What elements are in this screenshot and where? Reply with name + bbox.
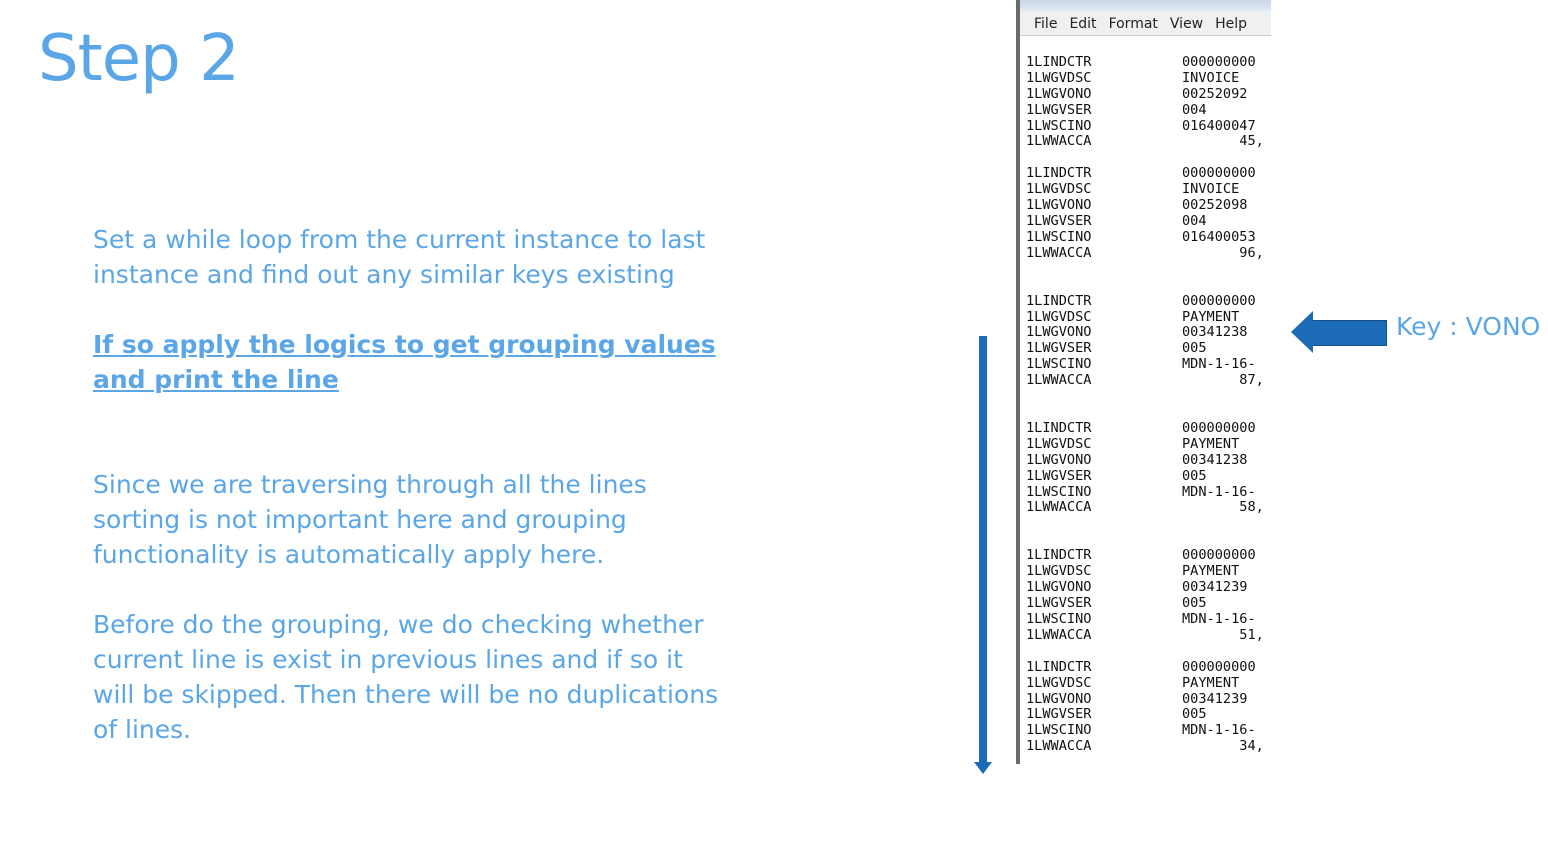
record-line (1026, 739, 1271, 755)
field-value: 87, (1182, 372, 1264, 389)
record-line (1026, 310, 1271, 326)
field-value: PAYMENT (1182, 308, 1240, 325)
notepad-text-area[interactable] (1026, 40, 1271, 755)
field-value: 00252098 (1182, 197, 1248, 214)
field-name: 1LINDCTR (1026, 420, 1092, 437)
paragraph-grouping-emphasis: If so apply the logics to get grouping values and print the line (93, 330, 716, 394)
record-line (1026, 437, 1271, 453)
field-name: 1LWGVSER (1026, 101, 1092, 118)
field-name: 1LWGVONO (1026, 451, 1092, 468)
field-name: 1LWGVDSC (1026, 181, 1092, 198)
field-name: 1LINDCTR (1026, 658, 1092, 675)
record-line (1026, 628, 1271, 644)
field-value: 000000000 (1182, 547, 1256, 564)
field-value: 000000000 (1182, 292, 1256, 309)
notepad-menubar (1020, 12, 1271, 36)
record-line (1026, 294, 1271, 310)
record-line (1026, 660, 1271, 676)
record-line (1026, 421, 1271, 437)
menu-file[interactable]: File (1034, 15, 1058, 32)
field-value: INVOICE (1182, 69, 1240, 86)
field-value: 005 (1182, 706, 1207, 723)
field-value: MDN-1-16- (1182, 722, 1256, 739)
field-value: 000000000 (1182, 420, 1256, 437)
field-name: 1LWGVONO (1026, 324, 1092, 341)
record-line (1026, 596, 1271, 612)
menu-view[interactable]: View (1169, 15, 1204, 32)
record-line (1026, 692, 1271, 708)
menu-help[interactable]: Help (1215, 15, 1248, 32)
field-name: 1LINDCTR (1026, 54, 1092, 70)
record-block (1026, 166, 1271, 261)
field-value: 005 (1182, 595, 1207, 612)
paragraph-duplicates: Before do the grouping, we do checking whether current line is exist in previous lines and if so it will be skipped. Then there will be no duplications of lines. (93, 610, 719, 744)
menu-format[interactable]: Format (1108, 15, 1158, 32)
field-value: 51, (1182, 626, 1264, 643)
record-line (1026, 55, 1271, 71)
record-line (1026, 103, 1271, 119)
field-name: 1LWGVSER (1026, 340, 1092, 357)
field-value: MDN-1-16- (1182, 610, 1256, 627)
field-name: 1LWWACCA (1026, 738, 1092, 755)
field-value: 00252092 (1182, 85, 1248, 102)
record-line (1026, 341, 1271, 357)
record-line (1026, 325, 1271, 341)
field-name: 1LINDCTR (1026, 547, 1092, 564)
field-value: 000000000 (1182, 165, 1256, 182)
field-name: 1LWGVSER (1026, 213, 1092, 230)
field-value: 000000000 (1182, 658, 1256, 675)
record-block (1026, 294, 1271, 389)
field-value: 00341238 (1182, 324, 1248, 341)
notepad-window (1016, 0, 1271, 764)
field-value: 016400047 (1182, 117, 1256, 134)
field-value: MDN-1-16- (1182, 356, 1256, 373)
field-name: 1LWSCINO (1026, 117, 1092, 134)
record-line (1026, 246, 1271, 262)
traversal-arrow-shaft (979, 336, 987, 764)
field-value: 00341239 (1182, 579, 1248, 596)
field-value: 45, (1182, 133, 1264, 150)
record-line (1026, 134, 1271, 150)
field-value: 58, (1182, 499, 1264, 516)
field-name: 1LWGVDSC (1026, 563, 1092, 580)
field-value: PAYMENT (1182, 435, 1240, 452)
field-name: 1LWGVDSC (1026, 308, 1092, 325)
field-value: 000000000 (1182, 54, 1256, 70)
record-line (1026, 676, 1271, 692)
field-name: 1LWWACCA (1026, 244, 1092, 261)
record-line (1026, 166, 1271, 182)
paragraph-while-loop: Set a while loop from the current instance to last instance and find out any similar keys existing (93, 225, 706, 289)
traversal-arrow-down-icon (974, 762, 992, 774)
field-name: 1LINDCTR (1026, 292, 1092, 309)
field-name: 1LWGVSER (1026, 467, 1092, 484)
record-line (1026, 119, 1271, 135)
record-block (1026, 421, 1271, 516)
record-line (1026, 71, 1271, 87)
record-line (1026, 198, 1271, 214)
record-line (1026, 87, 1271, 103)
field-name: 1LWGVDSC (1026, 674, 1092, 691)
record-line (1026, 453, 1271, 469)
record-line (1026, 500, 1271, 516)
field-name: 1LINDCTR (1026, 165, 1092, 182)
field-value: 96, (1182, 244, 1264, 261)
field-value: PAYMENT (1182, 674, 1240, 691)
field-value: PAYMENT (1182, 563, 1240, 580)
slide-title: Step 2 (38, 22, 239, 96)
field-value: 004 (1182, 213, 1207, 230)
field-name: 1LWWACCA (1026, 133, 1092, 150)
record-line (1026, 357, 1271, 373)
record-line (1026, 548, 1271, 564)
field-value: INVOICE (1182, 181, 1240, 198)
field-value: 00341239 (1182, 690, 1248, 707)
field-name: 1LWWACCA (1026, 626, 1092, 643)
paragraph-sorting: Since we are traversing through all the lines sorting is not important here and grouping functionality is automatically apply here. (93, 470, 647, 569)
key-arrow-shaft (1311, 320, 1387, 346)
field-name: 1LWGVONO (1026, 579, 1092, 596)
field-value: 34, (1182, 738, 1264, 755)
record-block (1026, 55, 1271, 150)
record-block (1026, 660, 1271, 755)
record-line (1026, 214, 1271, 230)
field-value: 005 (1182, 340, 1207, 357)
field-name: 1LWGVONO (1026, 690, 1092, 707)
field-name: 1LWGVONO (1026, 197, 1092, 214)
field-name: 1LWGVSER (1026, 595, 1092, 612)
record-line (1026, 723, 1271, 739)
record-line (1026, 612, 1271, 628)
field-value: 00341238 (1182, 451, 1248, 468)
record-line (1026, 182, 1271, 198)
field-name: 1LWWACCA (1026, 372, 1092, 389)
field-name: 1LWSCINO (1026, 228, 1092, 245)
field-name: 1LWGVSER (1026, 706, 1092, 723)
record-line (1026, 485, 1271, 501)
field-value: 005 (1182, 467, 1207, 484)
field-name: 1LWWACCA (1026, 499, 1092, 516)
field-name: 1LWSCINO (1026, 610, 1092, 627)
field-name: 1LWSCINO (1026, 483, 1092, 500)
record-line (1026, 230, 1271, 246)
key-label: Key : VONO (1396, 312, 1541, 341)
record-line (1026, 580, 1271, 596)
field-name: 1LWGVDSC (1026, 69, 1092, 86)
record-line (1026, 564, 1271, 580)
record-line (1026, 707, 1271, 723)
field-name: 1LWSCINO (1026, 356, 1092, 373)
field-name: 1LWGVONO (1026, 85, 1092, 102)
record-line (1026, 469, 1271, 485)
field-value: 004 (1182, 101, 1207, 118)
field-value: MDN-1-16- (1182, 483, 1256, 500)
record-line (1026, 373, 1271, 389)
notepad-title-strip (1020, 0, 1271, 12)
record-block (1026, 548, 1271, 643)
key-arrow-left-icon (1291, 311, 1313, 353)
field-name: 1LWGVDSC (1026, 435, 1092, 452)
menu-edit[interactable]: Edit (1069, 15, 1097, 32)
field-name: 1LWSCINO (1026, 722, 1092, 739)
field-value: 016400053 (1182, 228, 1256, 245)
